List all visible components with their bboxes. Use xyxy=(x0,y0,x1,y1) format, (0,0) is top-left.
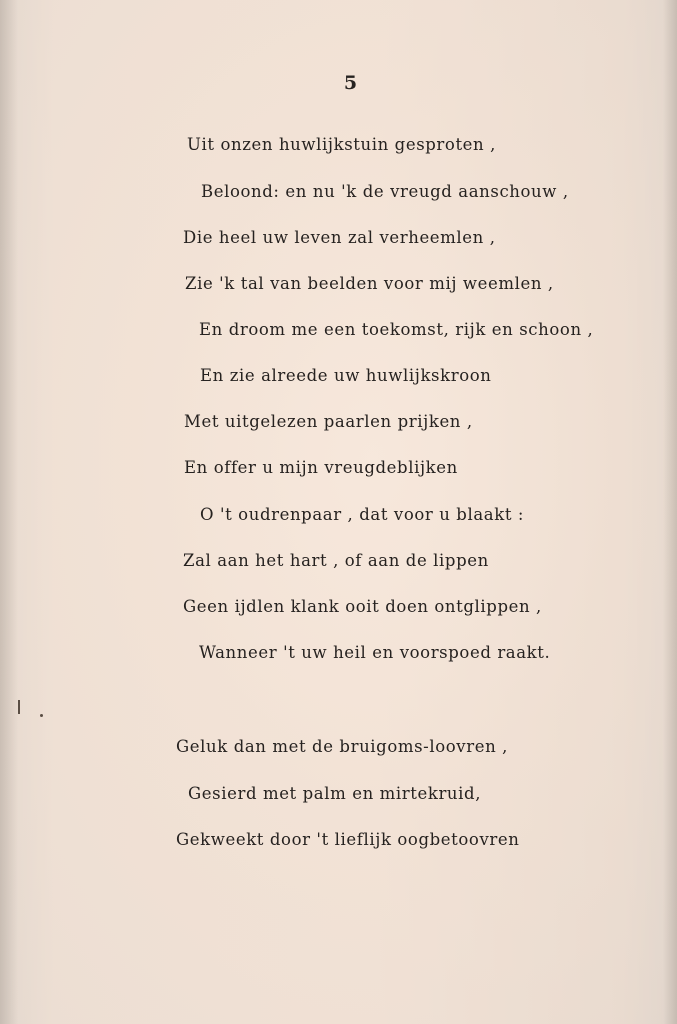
verse-line: Zie 'k tal van beelden voor mij weemlen , xyxy=(185,274,554,293)
margin-mark xyxy=(18,700,20,714)
verse-line: Wanneer 't uw heil en voorspoed raakt. xyxy=(199,643,551,662)
verse-line: Gekweekt door 't lieflijk oogbetoovren xyxy=(176,830,520,849)
verse-line: Uit onzen huwlijkstuin gesproten , xyxy=(187,135,496,154)
verse-line: Beloond: en nu 'k de vreugd aanschouw , xyxy=(201,182,569,201)
verse-line: En zie alreede uw huwlijkskroon xyxy=(200,366,492,385)
verse-line: En droom me een toekomst, rijk en schoon , xyxy=(199,320,594,339)
verse-line: Geluk dan met de bruigoms-loovren , xyxy=(176,737,508,756)
gutter-shadow xyxy=(0,0,18,1024)
verse-line: Zal aan het hart , of aan de lippen xyxy=(183,551,489,570)
verse-line: O 't oudrenpaar , dat voor u blaakt : xyxy=(200,505,525,524)
verse-line: Geen ijdlen klank ooit doen ontglippen , xyxy=(183,597,542,616)
verse-line: Die heel uw leven zal verheemlen , xyxy=(183,228,496,247)
ink-speck xyxy=(40,714,43,717)
verse-line: Gesierd met palm en mirtekruid, xyxy=(188,784,482,803)
verse-line: En offer u mijn vreugdeblijken xyxy=(184,458,458,477)
page-edge-shadow xyxy=(663,0,677,1024)
verse-line: Met uitgelezen paarlen prijken , xyxy=(184,412,473,431)
page-number: 5 xyxy=(343,72,358,94)
